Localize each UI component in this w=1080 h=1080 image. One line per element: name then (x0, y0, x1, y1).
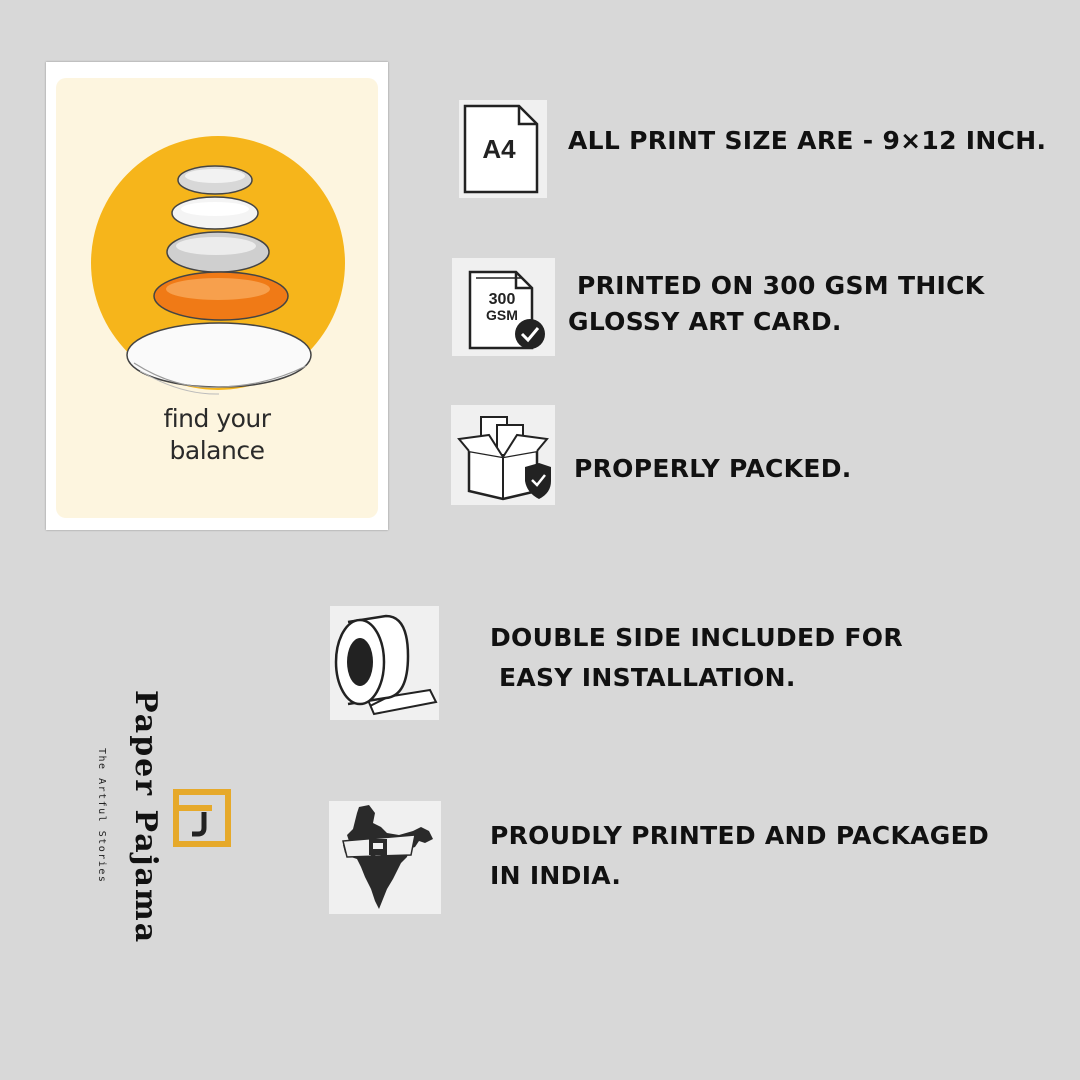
brand-tagline: The Artful Stories (96, 748, 107, 884)
india-map-icon (329, 801, 441, 914)
feature-packing (574, 450, 852, 488)
packed-box-icon (451, 405, 555, 505)
feature-installation (490, 618, 903, 698)
feature-line: DOUBLE SIDE INCLUDED FOR (490, 623, 903, 652)
feature-line: ALL PRINT SIZE ARE - 9×12 INCH. (568, 126, 1047, 155)
feature-made-in-india (490, 816, 989, 896)
feature-line: PROUDLY PRINTED AND PACKAGED (490, 821, 990, 850)
a4-paper-icon (459, 100, 547, 198)
brand-block (90, 690, 250, 950)
poster-preview (46, 62, 388, 530)
feature-paper-quality (568, 268, 984, 340)
brand-logo-icon (172, 788, 236, 852)
caption-line-1: find your (163, 404, 271, 433)
caption-line-2: balance (169, 436, 265, 465)
poster-caption (56, 403, 378, 467)
svg-text:GSM: GSM (486, 307, 518, 323)
poster-artwork (56, 78, 378, 518)
svg-text:300: 300 (488, 291, 516, 308)
brand-name: Paper Pajama (128, 690, 163, 945)
feature-print-size (568, 122, 1046, 160)
feature-line: PRINTED ON 300 GSM THICK (568, 271, 985, 300)
tape-roll-icon (330, 606, 439, 720)
stone-5 (127, 323, 311, 387)
feature-line: GLOSSY ART CARD. (568, 307, 842, 336)
feature-line: IN INDIA. (490, 861, 622, 890)
feature-line: EASY INSTALLATION. (490, 663, 796, 692)
feature-line: PROPERLY PACKED. (574, 454, 852, 483)
gsm-paper-icon (452, 258, 555, 356)
a4-label: A4 (482, 134, 516, 164)
